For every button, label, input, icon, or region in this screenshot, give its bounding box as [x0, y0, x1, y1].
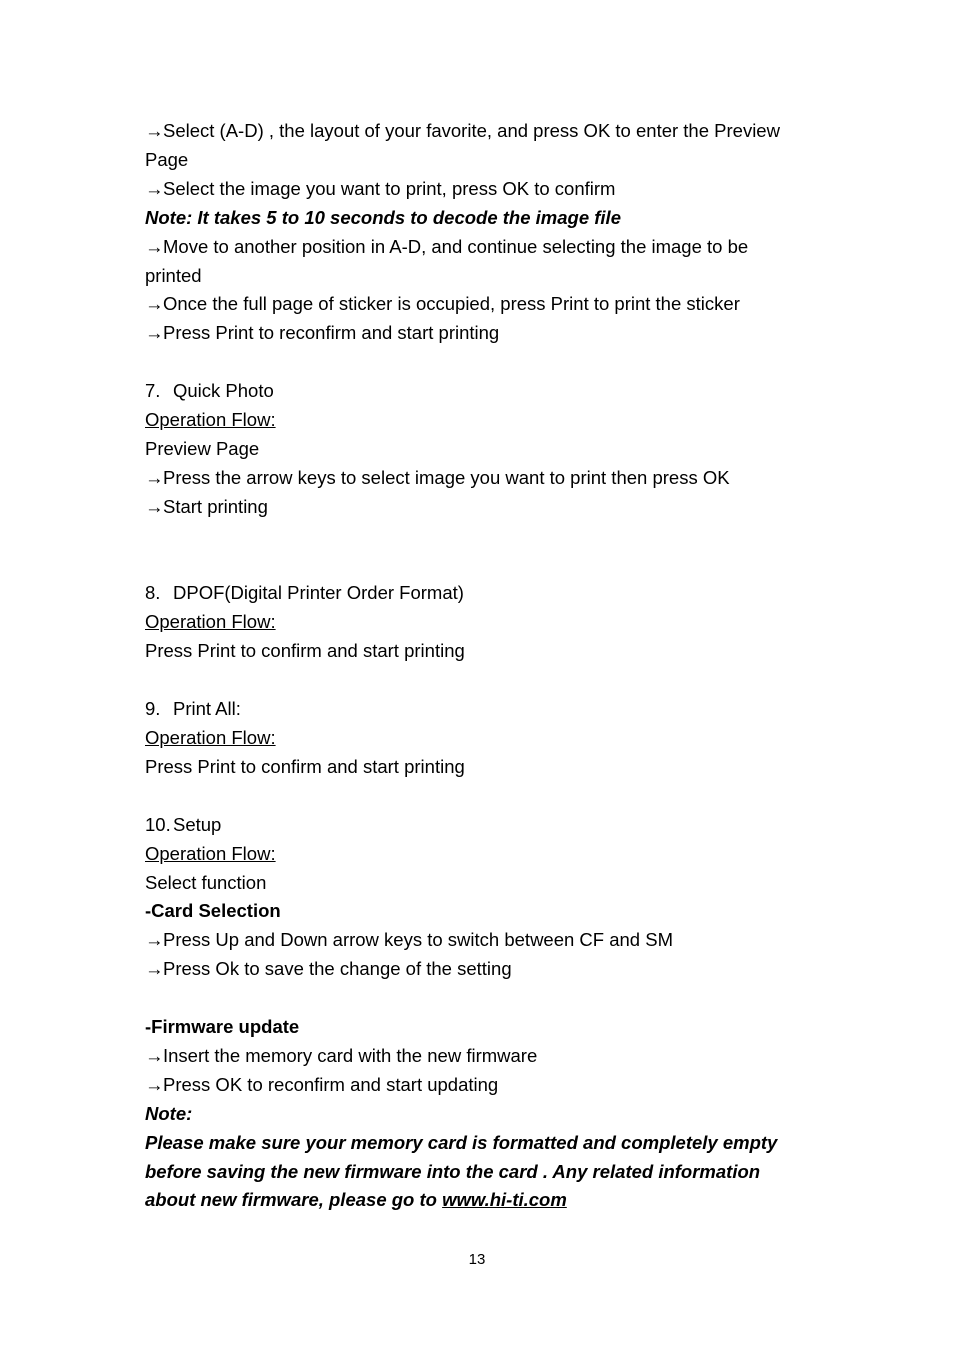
- print-all-text: Press Print to confirm and start printing: [145, 755, 465, 777]
- sticker-step-5: →Press Print to reconfirm and start printing: [145, 319, 825, 348]
- firmware-note-line-3: about new firmware, please go to www.hi-ti.com: [145, 1189, 567, 1211]
- page-number: 13: [468, 1251, 486, 1268]
- arrow-icon: →: [145, 466, 164, 488]
- document-body: [145, 117, 825, 1215]
- quick-photo-step-2: →Start printing: [145, 493, 825, 522]
- sticker-step-3: →Move to another position in A-D, and continue selecting the image to be: [145, 233, 825, 262]
- arrow-icon: →: [145, 1044, 164, 1066]
- firmware-note-label: Note:: [145, 1102, 193, 1124]
- section-heading-setup: 10. Setup: [145, 813, 222, 835]
- firmware-update-heading: -Firmware update: [145, 1016, 300, 1038]
- sticker-step-3-cont: printed: [145, 264, 202, 286]
- arrow-icon: →: [145, 322, 164, 344]
- sticker-note: Note: It takes 5 to 10 seconds to decode the image file: [145, 206, 621, 228]
- firmware-step-1: →Insert the memory card with the new firmware: [145, 1042, 825, 1071]
- arrow-icon: →: [145, 495, 164, 517]
- arrow-icon: →: [145, 929, 164, 951]
- arrow-icon: →: [145, 293, 164, 315]
- section-heading-quick-photo: 7. Quick Photo: [145, 380, 274, 402]
- operation-flow-label: Operation Flow:: [145, 611, 276, 633]
- operation-flow-label: Operation Flow:: [145, 842, 276, 864]
- arrow-icon: →: [145, 1073, 164, 1095]
- operation-flow-label: Operation Flow:: [145, 409, 276, 431]
- arrow-icon: →: [145, 958, 164, 980]
- sticker-step-1: →Select (A-D) , the layout of your favorite, and press OK to enter the Preview: [145, 117, 825, 146]
- firmware-note-line-1: Please make sure your memory card is formatted and completely empty: [145, 1131, 778, 1153]
- card-selection-heading: -Card Selection: [145, 900, 281, 922]
- section-heading-print-all: 9. Print All:: [145, 698, 241, 720]
- quick-photo-page: Preview Page: [145, 437, 260, 459]
- sticker-step-1-cont: Page: [145, 148, 189, 170]
- firmware-step-2: →Press OK to reconfirm and start updating: [145, 1071, 825, 1100]
- dpof-text: Press Print to confirm and start printing: [145, 640, 465, 662]
- arrow-icon: →: [145, 235, 164, 257]
- card-step-2: →Press Ok to save the change of the setting: [145, 955, 825, 984]
- operation-flow-label: Operation Flow:: [145, 726, 276, 748]
- firmware-note-line-2: before saving the new firmware into the card . Any related information: [145, 1160, 761, 1182]
- sticker-step-4: →Once the full page of sticker is occupied, press Print to print the sticker: [145, 290, 825, 319]
- arrow-icon: →: [145, 177, 164, 199]
- quick-photo-step-1: →Press the arrow keys to select image you want to print then press OK: [145, 464, 825, 493]
- setup-select-function: Select function: [145, 871, 267, 893]
- sticker-step-2: →Select the image you want to print, press OK to confirm: [145, 175, 825, 204]
- arrow-icon: →: [145, 120, 164, 141]
- website-link[interactable]: www.hi-ti.com: [442, 1189, 567, 1211]
- section-heading-dpof: 8. DPOF(Digital Printer Order Format): [145, 582, 464, 604]
- card-step-1: →Press Up and Down arrow keys to switch between CF and SM: [145, 926, 825, 955]
